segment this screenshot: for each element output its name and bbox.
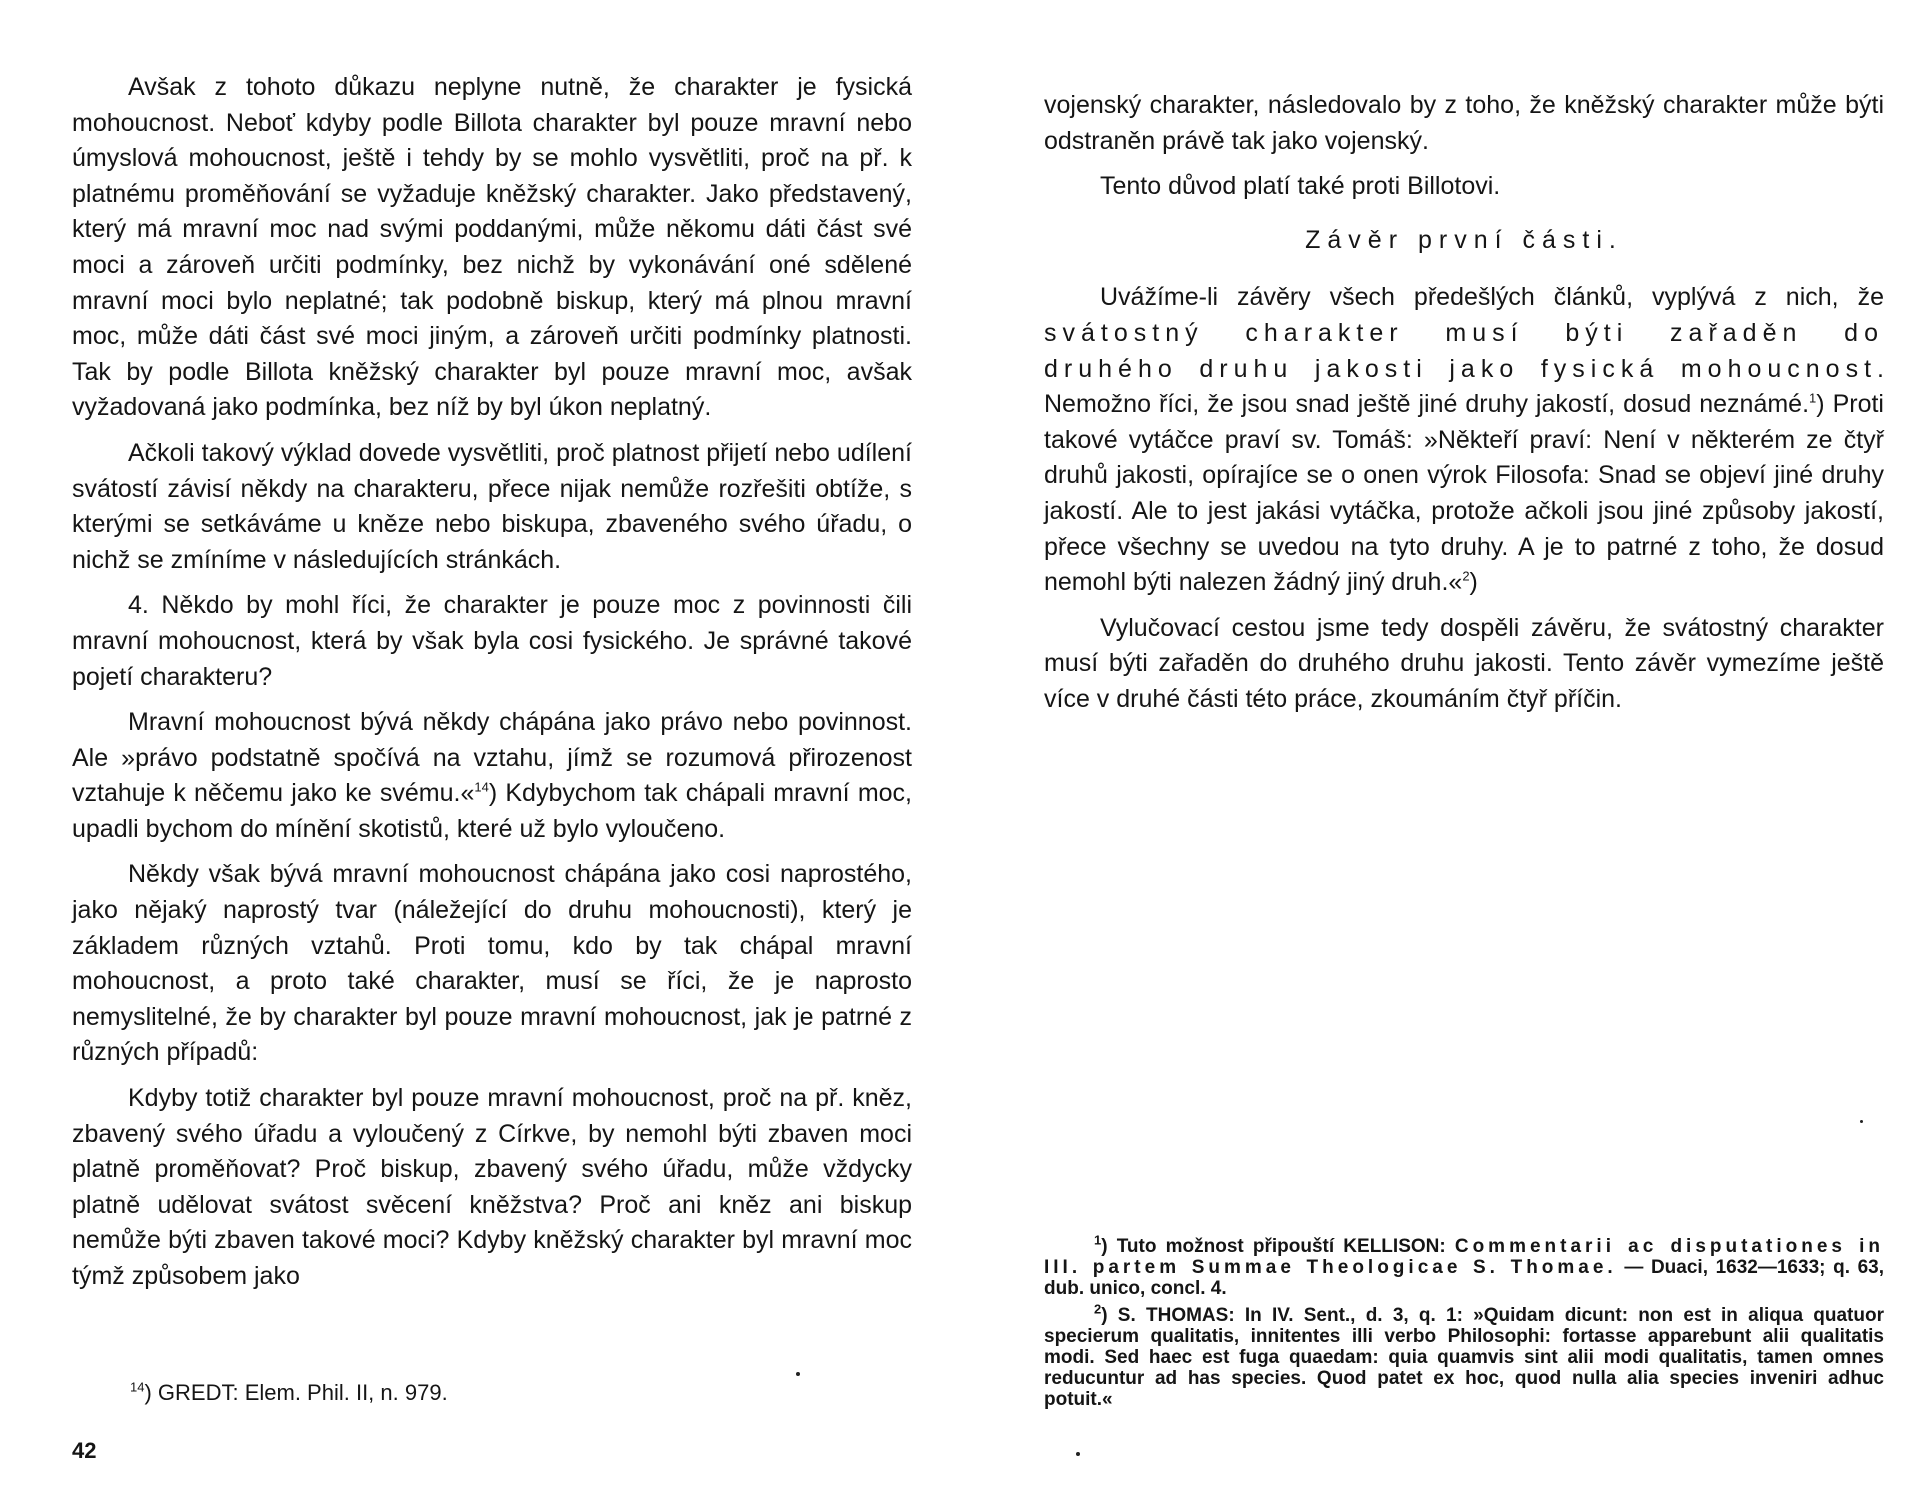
footnote: [1044, 1301, 1884, 1410]
spaced-title: Commentarii ac disputationes in III. partem Summae Theologicae S. Thomae.: [1044, 1236, 1884, 1278]
paragraph: 4. Někdo by mohl říci, že charakter je pouze moc z povinnosti čili mravní mohoucnost, která by však byla cosi fysického. Je správné takové pojetí charakteru?: [72, 591, 912, 691]
paragraph-with-footnote: [72, 705, 912, 847]
paragraph-text: Uvážíme-li závěry všech předešlých článků, vyplývá z nich, že: [1100, 283, 1884, 312]
left-text-column: [72, 70, 912, 1305]
footnote-ref: 1: [1809, 390, 1817, 406]
paragraph-text: Mravní mohoucnost bývá někdy chápána jako právo nebo povinnost. Ale »právo podstatně spočívá na vztahu, jímž se rozumová přirozenost vztahuje k něčemu jako ke svému.«: [72, 708, 912, 808]
footnote-mark: 1: [1094, 1232, 1102, 1248]
footnote-ref: 2: [1462, 568, 1470, 584]
spaced-emphasis: svátostný charakter musí býti zařaděn do druhého druhu jakosti jako fysická mohoucnost: [1044, 318, 1884, 383]
footnote: [1044, 1232, 1885, 1299]
paragraph: Kdyby totiž charakter byl pouze mravní mohoucnost, proč na př. kněz, zbavený svého úřadu a vyloučený z Církve, by nemohl býti zbaven moci platně proměňovat? Proč biskup, zbavený svého úřadu, může vždycky platně udělovat svátost svěcení kněžstva? Proč ani kněz ani biskup nemůže býti zbaven takové moci? Kdyby kněžský charakter byl mravní moc týmž způsobem jako: [72, 1084, 912, 1290]
paragraph-text: . Nemožno říci, že jsou snad ještě jiné druhy jakostí, dosud neznámé.: [1044, 354, 1884, 419]
footnote-ref: 14: [474, 779, 489, 795]
footnote-text: ) GREDT: Elem. Phil. II, n. 979.: [144, 1380, 448, 1405]
footnote-text: ) S. THOMAS: In IV. Sent., d. 3, q. 1: »Quidam dicunt: non est in aliqua quatuor specierum qualitatis, innitentes illi verbo Philosophi: fortasse apparebunt alii qualitatis modi. Sed haec est fuga quaedam: quia quamvis sint alii modi qualitatis, tamen omnes reducuntur ad has species. Quod patet ex hoc, quod nulla alia species inveniri adhuc potuit.«: [1044, 1305, 1884, 1410]
print-speck: [796, 1372, 800, 1376]
footnote-mark: 14: [130, 1379, 145, 1395]
paragraph-text: ) Proti takové vytáčce praví sv. Tomáš: »Někteří praví: Není v některém ze čtyř druhů jakosti, opírajíce se o onen výrok Filosofa: Snad se objeví jiné druhy jakostí. Ale to jest jakási vytáčka, protože ačkoli jsou jiné způsoby jakostí, přece všechny se uvedou na tyto druhy. A je to patrné z toho, že dosud nemohl býti nalezen žádný jiný druh.«: [1044, 390, 1884, 597]
footnote-text: ) Tuto možnost připouští KELLISON:: [1101, 1236, 1455, 1257]
paragraph: Vylučovací cestou jsme tedy dospěli závěru, že svátostný charakter musí býti zařaděn do druhého druhu jakosti. Tento závěr vymezíme ještě více v druhé části této práce, zkoumáním čtyř příčin.: [1044, 613, 1884, 713]
section-heading: Závěr první části.: [1305, 225, 1623, 254]
print-speck: [1076, 1452, 1080, 1456]
footnote-mark: 2: [1094, 1301, 1102, 1317]
paragraph: Tento důvod platí také proti Billotovi.: [1100, 172, 1501, 201]
paragraph: Ačkoli takový výklad dovede vysvětliti, proč platnost přijetí nebo udílení svátostí závisí někdy na charakteru, přece nijak nemůže rozřešiti obtíže, s kterými se setkáváme u kněze nebo biskupa, zbaveného svého úřadu, o nichž se zmíníme v následujících stránkách.: [72, 438, 912, 574]
paragraph-text: ): [1469, 568, 1478, 597]
right-text-column: [1044, 88, 1884, 728]
footnote: [130, 1380, 448, 1406]
paragraph: Avšak z tohoto důkazu neplyne nutně, že charakter je fysická mohoucnost. Neboť kdyby podle Billota charakter byl pouze mravní nebo úmyslová mohoucnost, ještě i tehdy by se mohlo vysvětliti, proč na př. k platnému proměňování se vyžaduje kněžský charakter. Jako představený, který má mravní moc nad svými poddanými, může někomu dáti část své moci a zároveň určiti podmínky, bez nichž by vykonávání oné sdělené mravní moci bylo neplatné; tak podobně biskup, který má plnou mravní moc, může dáti část své moci jiným, a zároveň určiti podmínky platnosti. Tak by podle Billota kněžský charakter byl pouze mravní moc, avšak vyžadovaná jako podmínka, bez níž by byl úkon neplatný.: [72, 73, 912, 422]
footnotes: [1044, 1232, 1885, 1416]
print-speck: [1860, 1120, 1863, 1123]
paragraph-with-footnotes: [1044, 280, 1884, 600]
paragraph: vojenský charakter, následovalo by z toho, že kněžský charakter může býti odstraněn právě tak jako vojenský.: [1044, 91, 1884, 155]
footnote-text: — Duaci, 1632—1633; q. 63, dub. unico, concl. 4.: [1044, 1257, 1885, 1299]
paragraph: Někdy však bývá mravní mohoucnost chápána jako cosi naprostého, jako nějaký naprostý tvar (náležející do druhu mohoucnosti), který je základem různých vztahů. Proti tomu, kdo by tak chápal mravní mohoucnost, a proto také charakter, musí se říci, že je naprosto nemyslitelné, že by charakter byl pouze mravní mohoucnost, jak je patrné z různých případů:: [72, 860, 912, 1067]
paragraph-text: ) Kdybychom tak chápali mravní moc, upadli bychom do mínění skotistů, které už bylo vyloučeno.: [72, 779, 912, 843]
page-number: 42: [72, 1438, 97, 1463]
